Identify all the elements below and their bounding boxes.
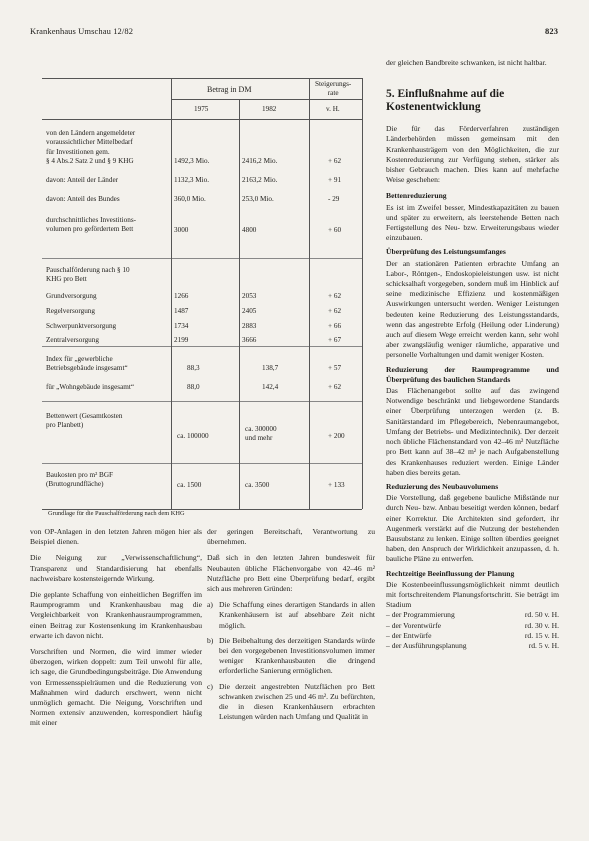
table-column-rule — [171, 78, 172, 509]
table-column-rule — [362, 78, 363, 509]
subsection-title: Rechtzeitige Beeinflussung der Planung — [386, 568, 515, 578]
row-value-1982: 2883 — [242, 322, 257, 330]
row-rate: + 62 — [328, 292, 342, 300]
subsection-title: Reduzierung der Raumprogramme und Überprüfung des baulichen Standards — [386, 364, 559, 384]
stage-value: rd. 15 v. H. — [524, 630, 559, 640]
paragraph: Die für das Förderverfahren zuständigen Länderbehörden müssen gemeinsam mit den Krankenhausträgern von den Möglichkeiten, die zur Kostenreduzierung zur Verfügung stehen, stärker als bisher Gebrauch machen. Dies kann auf mehrfache Weise geschehen: — [386, 124, 559, 185]
paragraph: der geringen Bereitschaft, Verantwortung zu übernehmen. — [207, 527, 375, 547]
row-rate: + 200 — [328, 432, 345, 440]
row-label: Regelversorgung — [46, 307, 95, 315]
row-value-1982: 3666 — [242, 336, 257, 344]
list-text: Die Beibehaltung des derzeitigen Standards würde bei den vorgegebenen Investitionsvolumen immer weniger Krankenhausbauten die dringend erforderliche Sanierung ermöglichen. — [219, 635, 375, 676]
paragraph: Die Vorstellung, daß gegebene bauliche Mißstände nur durch Neu- bzw. Anbau beseitigt werden können, bedarf einer Korrektur. Die Architekten sind gefordert, ihr Augenmerk verstärkt auf die Nutzung der bestehenden Bausubstanz zu lenken. Einige sollten überdies geeignet haben, den Anspruch der Wirklichkeit anzupassen, d. h. bauliche Pläne zu entwerfen. — [386, 493, 559, 564]
row-value-1982: 142,4 — [262, 383, 279, 391]
table-rule — [42, 258, 362, 259]
header-amount: Betrag in DM — [207, 85, 252, 94]
row-value-1975: 1266 — [174, 292, 189, 300]
table-column-rule — [309, 78, 310, 509]
stage-value: rd. 5 v. H. — [528, 640, 559, 650]
stage-item — [386, 631, 559, 641]
table-rule — [171, 99, 362, 100]
row-label: davon: Anteil der Länder — [46, 176, 119, 184]
stage-label: – der Vorentwürfe — [386, 620, 441, 630]
row-label: Bettenwert (Gesamtkosten pro Planbett) — [46, 412, 123, 430]
paragraph: Der an stationären Patienten erbrachte Umfang an Labor-, Röntgen-, Endoskopieleistungen usw. ist nicht schicksalhaft vorgegeben, sondern muß im Hinblick auf seine medizinische Effizienz und kostenmäßigen Auswirkungen untersucht werden. Weniger Leistungen bedeuten keine Reduzierung des Leistungsstandards, wenn das angestrebte Erfolg (Heilung oder Linderung) auch auf diesem Wege erreicht werden kann, sehr wohl aber zwangsläufig weniger räumliche, apparative und personelle Vorhaltungen und damit weniger Kosten. — [386, 258, 559, 360]
row-value-1982: 253,0 Mio. — [242, 195, 274, 203]
row-value-1982: 2416,2 Mio. — [242, 157, 278, 165]
stage-value: rd. 50 v. H. — [524, 610, 559, 620]
table-rule — [42, 401, 362, 402]
paragraph: Die geplante Schaffung von einheitlichen Begriffen im Raumprogramm und Krankenhausbau mag die Vergleichbarkeit von Krankenhausraumprogrammen, einen Beitrag zur Kostensenkung im Krankenhausbau erwarte ich davon nicht. — [30, 590, 202, 640]
row-label: Grundversorgung — [46, 292, 97, 300]
row-value-1975: 1487 — [174, 307, 189, 315]
row-value-1982: 2053 — [242, 292, 257, 300]
row-value-1982: 2405 — [242, 307, 257, 315]
list-text: Die Schaffung eines derartigen Standards in allen Krankenhäusern ist auf absehbare Zeit nicht möglich. — [219, 600, 375, 630]
running-header-journal: Krankenhaus Umschau 12/82 — [30, 26, 134, 36]
subsection-title: Reduzierung des Neubauvolumens — [386, 481, 499, 491]
row-value-1982: ca. 3500 — [245, 481, 270, 489]
row-label: durchschnittliches Investitions- volumen pro gefördertem Bett — [46, 216, 137, 234]
paragraph: von OP-Anlagen in den letzten Jahren mögen hier als Beispiel dienen. — [30, 527, 202, 547]
list-item — [207, 636, 375, 677]
row-rate: - 29 — [328, 195, 340, 203]
table-column-rule — [239, 99, 240, 509]
row-rate: + 60 — [328, 226, 342, 234]
stage-item — [386, 610, 559, 620]
list-marker: c) — [207, 681, 213, 691]
row-value-1982: 138,7 — [262, 364, 279, 372]
list-text: Die derzeit angestrebten Nutzflächen pro Bett schwanken zwischen 25 und 46 m². Zu befürchten, die in diesen Krankenhäusern erbrachten Leistungen würden nach Umfang und Qualität in — [219, 681, 375, 722]
row-label: davon: Anteil des Bundes — [46, 195, 120, 203]
text-column-2 — [207, 527, 375, 722]
section-heading: 5. Einflußnahme auf die Kostenentwicklung — [386, 88, 505, 114]
row-value-1975: ca. 1500 — [177, 481, 202, 489]
table-rule — [42, 346, 362, 347]
row-value-1975: 2199 — [174, 336, 189, 344]
row-rate: + 91 — [328, 176, 342, 184]
row-value-1975: 360,0 Mio. — [174, 195, 206, 203]
table-footnote: Grundlage für die Pauschalförderung nach dem KHG — [48, 510, 185, 517]
page-number: 823 — [545, 26, 559, 36]
list-marker: a) — [207, 600, 213, 610]
paragraph: der gleichen Bandbreite schwanken, ist nicht haltbar. — [386, 58, 547, 67]
row-value-1975: 3000 — [174, 226, 189, 234]
paragraph: Vorschriften und Normen, die wird immer wieder überzogen, wirken doppelt: zum Teil unwohl für alle, ich sage, die Grundbedingungsbeiträge. Die Anwendung von Ermessensspielräumen und die Reduzierung von Maßnahmen wird dadurch erschwert, wenn nicht unmöglich gemacht. Die Neigung, Vorschriften und Normen extensiv anzuwenden, korrespondiert häufig mit einer — [30, 647, 202, 728]
row-rate: + 62 — [328, 383, 342, 391]
stage-label: – der Entwürfe — [386, 630, 432, 640]
row-rate: + 62 — [328, 157, 342, 165]
row-label: für „Wohngebäude insgesamt“ — [46, 383, 135, 391]
stage-item — [386, 621, 559, 631]
row-label: von den Ländern angemeldeter voraussichtlicher Mittelbedarf für Investitionen gem. § 4 Abs.2 Satz 2 und § 9 KHG — [46, 129, 136, 166]
row-value-1975: 1132,3 Mio. — [174, 176, 210, 184]
row-value-1982: 4800 — [242, 226, 257, 234]
paragraph: Daß sich in den letzten Jahren bundesweit für Neubauten übliche Flächenvorgabe von 42–46 m² Nutzfläche pro Bett eine Überprüfung bedarf, ergibt sich aus mehreren Gründen: — [207, 553, 375, 594]
row-value-1982: 2163,2 Mio. — [242, 176, 278, 184]
subsection-title: Bettenreduzierung — [386, 191, 447, 201]
paragraph: Es ist im Zweifel besser, Mindestkapazitäten zu bauen und später zu erweitern, als leerstehende Betten nach Fertigstellung des Neu- bzw. Erweiterungsbaus wieder einzubauen. — [386, 202, 559, 243]
stage-value: rd. 30 v. H. — [524, 620, 559, 630]
text-column-3 — [386, 58, 559, 651]
stage-label: – der Ausführungsplanung — [386, 640, 467, 650]
paragraph: Die Neigung zur „Verwissenschaftlichung“, Transparenz und Standardisierung hat ebenfalls nachweisbare kostensteigernde Wirkung. — [30, 553, 202, 583]
text-column-1 — [30, 527, 202, 735]
header-year-1982: 1982 — [262, 105, 277, 113]
subsection-title: Überprüfung des Leistungsumfanges — [386, 247, 506, 257]
table-rule — [42, 119, 362, 120]
stage-item — [386, 641, 559, 651]
row-label: Pauschalförderung nach § 10 KHG pro Bett — [46, 266, 130, 284]
row-label: Schwerpunktversorgung — [46, 322, 117, 330]
row-value-1975: 88,3 — [187, 364, 200, 372]
paragraph: Die Kostenbeeinflussungsmöglichkeit nimmt deutlich mit fortschreitendem Planungsfortschritt. Sie beträgt im Stadium — [386, 579, 559, 610]
row-rate: + 62 — [328, 307, 342, 315]
paragraph: Das Flächenangebot sollte auf das zwingend Notwendige beschränkt und liebgewordene Standards einer Überprüfung unterzogen werden (z. B. Sanitärstandard im Pflegebereich, Nebenraumangebot, Umfang der Betriebs- und Medizintechnik). Der derzeit noch übliche Flächenstandard von 42–46 m² Nutzfläche pro Bett kann auf 38–42 m² je nach Aufgabenstellung des Krankenhauses reduziert werden. Einige Länder haben dies bereits getan. — [386, 386, 559, 477]
header-increase: Steigerungs- rate — [315, 80, 352, 97]
table-rule — [42, 78, 362, 79]
row-rate: + 66 — [328, 322, 342, 330]
stage-label: – der Programmierung — [386, 610, 455, 620]
table-rule — [42, 463, 362, 464]
row-label: Index für „gewerbliche Betriebsgebäude insgesamt“ — [46, 355, 128, 373]
cost-table — [42, 63, 362, 518]
list-item — [207, 600, 375, 631]
row-value-1975: 1734 — [174, 322, 189, 330]
list-marker: b) — [207, 635, 214, 645]
row-rate: + 57 — [328, 364, 342, 372]
header-year-1975: 1975 — [194, 105, 209, 113]
row-rate: + 133 — [328, 481, 345, 489]
row-value-1975: 1492,3 Mio. — [174, 157, 210, 165]
row-value-1975: ca. 100000 — [177, 432, 209, 440]
row-value-1975: 88,0 — [187, 383, 200, 391]
row-label: Baukosten pro m² BGF (Bruttogrundfläche) — [46, 471, 114, 489]
header-unit: v. H. — [326, 105, 340, 113]
row-value-1982: ca. 300000 und mehr — [245, 425, 277, 442]
list-item — [207, 682, 375, 723]
row-label: Zentralversorgung — [46, 336, 99, 344]
row-rate: + 67 — [328, 336, 342, 344]
